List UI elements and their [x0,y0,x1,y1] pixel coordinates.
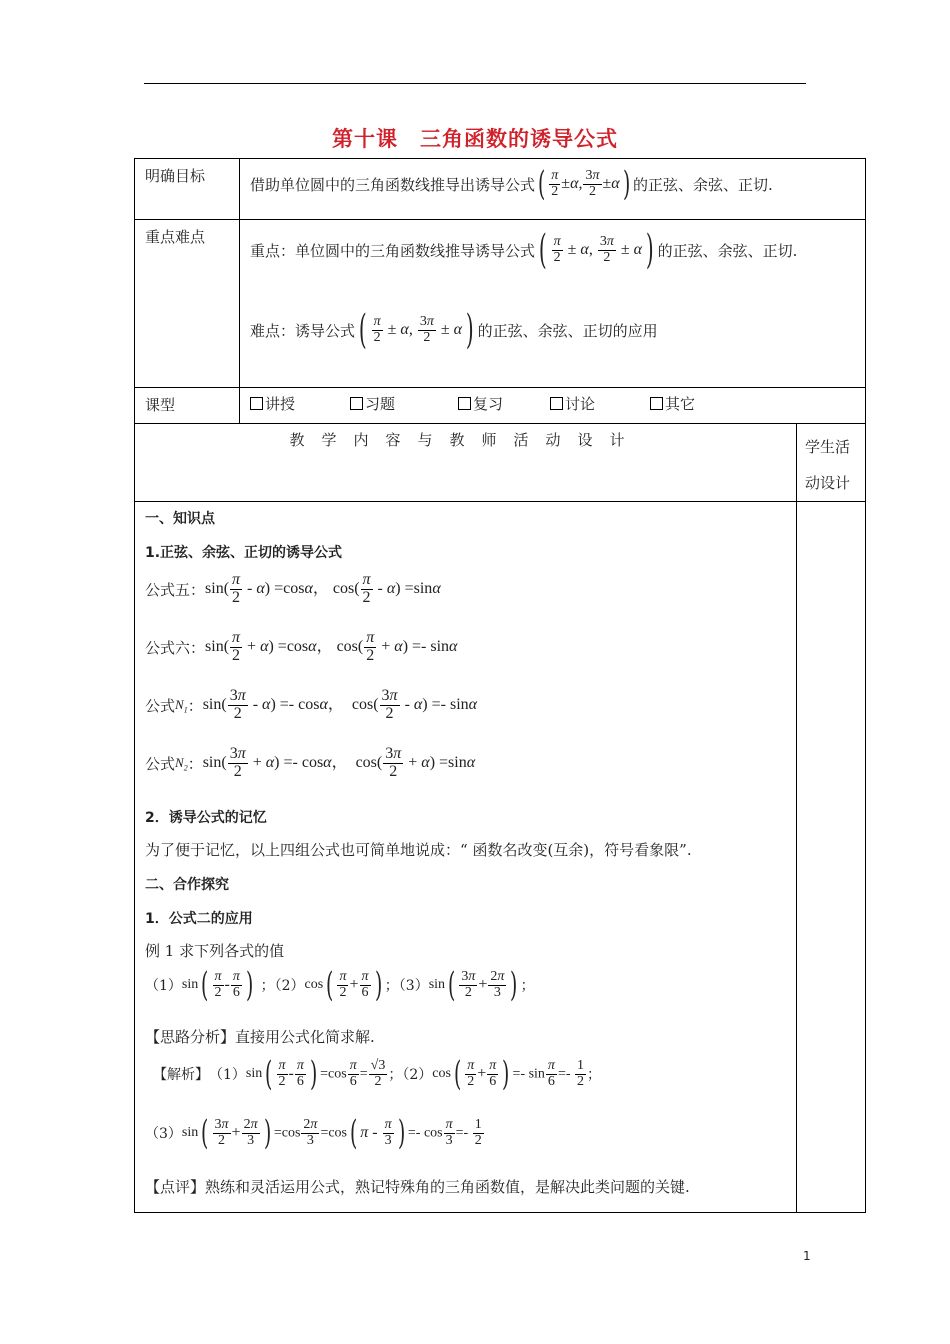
lesson-table [134,158,866,1213]
subsection-2-1: 1．公式二的应用 [145,911,253,927]
memo-text: 为了便于记忆，以上四组公式也可简单地说成：“ 函数名改变(互余)，符号看象限”. [145,841,692,859]
key-cell: 重点：单位圆中的三角函数线推导诱导公式( $\frac{\pi}{2}$ ± α, $\frac{3\pi}{2}$ ± α) 的正弦、余弦、正切. 难点：诱导公式( $\frac{\pi}{2}$ ± α, $\frac{3\pi}{2}$ ± α) 的正弦、余弦、正切的应用 [240,220,866,388]
student-activity-cell [797,502,866,1213]
checkbox-icon [550,397,563,410]
type-option-3[interactable]: 复习 [458,393,550,414]
student-activity-header: 学生活 动设计 [797,424,866,502]
section-2-title: 二、合作探究 [145,877,229,893]
checkbox-icon [650,397,663,410]
page-number: 1 [803,1249,811,1263]
content-cell [135,502,797,1213]
formula-n1: 公式$N_1$：sin( $\frac{3\pi}{2}$ - α) =- cosα， cos( $\frac{3\pi}{2}$ - α) =- sinα [145,687,478,722]
section-1-title: 一、知识点 [145,511,215,527]
analysis: 【思路分析】直接用公式化简求解. [145,1028,375,1046]
goal-row [135,159,866,220]
page-title: 第十课 三角函数的诱导公式 [332,127,618,151]
key-label: 重点难点 [135,220,240,388]
formula-5: 公式五：sin( $\frac{\pi}{2}$ - α) =cosα， cos( $\frac{\pi}{2}$ - α) =sinα [145,571,441,606]
type-option-2[interactable]: 习题 [350,393,458,414]
type-row [135,388,866,424]
goal-cell: 借助单位圆中的三角函数线推导出诱导公式( $\frac{\pi}{2}$ ±α, $\frac{3\pi}{2}$ ±α) 的正弦、余弦、正切. [240,159,866,220]
type-option-1[interactable]: 讲授 [250,393,350,414]
key-row [135,220,866,388]
goal-label: 明确目标 [135,159,240,220]
checkbox-icon [250,397,263,410]
content-header-row [135,424,866,502]
formula-n2: 公式$N_2$：sin( $\frac{3\pi}{2}$ + α) =- cosα， cos( $\frac{3\pi}{2}$ + α) =sinα [145,745,476,780]
subsection-1-1: 1.正弦、余弦、正切的诱导公式 [145,545,343,561]
example-questions: （1）sin( $\frac{\pi}{2}$ - $\frac{\pi}{6}$ ) ；（2）cos( $\frac{\pi}{2}$ + $\frac{\pi}{6}$ ) ；（3）sin( $\frac{3\pi}{2}$ + $\frac{2\pi}{3}$ ) ； [145,965,535,1005]
type-option-5[interactable]: 其它 [650,393,695,414]
comment: 【点评】熟练和灵活运用公式，熟记特殊角的三角函数值，是解决此类问题的关键. [145,1178,690,1196]
solution-line-2: （3）sin( $\frac{3\pi}{2}$ + $\frac{2\pi}{3}$ ) =cos $\frac{2\pi}{3}$ =cos( π - $\frac{\pi}{3}$ ) =- cos $\frac{\pi}{3}$ =- $\frac{1}{2}$ [145,1113,482,1153]
header-rule [144,83,806,84]
checkbox-icon [458,397,471,410]
solution-line-1: 【解析】（1）sin( $\frac{\pi}{2}$ - $\frac{\pi}{6}$ ) =cos $\frac{\pi}{6}$ = $\frac{√3}{2}$ ；（2）cos( $\frac{\pi}{2}$ + $\frac{\pi}{6}$ ) =- sin $\frac{\pi}{6}$ =- $\frac{1}{2}$ ； [153,1054,601,1094]
type-label: 课型 [135,388,240,424]
type-option-4[interactable]: 讨论 [550,393,650,414]
content-header: 教学内容与教师活动设计 [135,424,797,502]
example-1: 例 1 求下列各式的值 [145,942,285,960]
formula-6: 公式六：sin( $\frac{\pi}{2}$ + α) =cosα， cos( $\frac{\pi}{2}$ + α) =- sinα [145,629,458,664]
type-options [240,388,866,424]
subsection-1-2: 2．诱导公式的记忆 [145,810,267,826]
content-row [135,502,866,1213]
checkbox-icon [350,397,363,410]
